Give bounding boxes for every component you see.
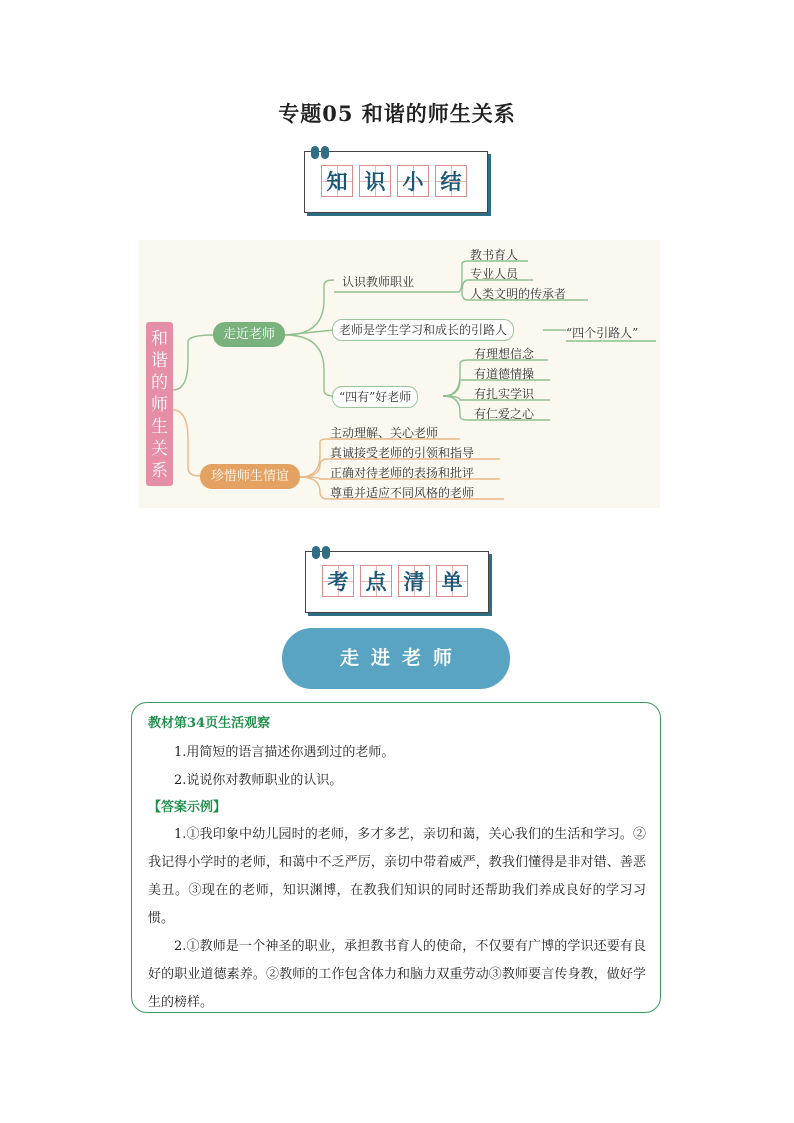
mind-map-root: 和谐的师生关系 — [146, 322, 173, 486]
summary-section-header — [304, 151, 488, 213]
section-pill: 走进老师 — [282, 628, 510, 689]
binder-clip-icon — [311, 144, 331, 163]
leaf-item: 有仁爱之心 — [474, 407, 535, 421]
key-points-section-header — [305, 551, 489, 613]
box-heading: 教材第34页生活观察 — [148, 716, 271, 731]
header-char: 考 — [322, 565, 354, 597]
answer-paragraph: 2.①教师是一个神圣的职业，承担教书育人的使命，不仅要有广博的学识还要有良好的职业道德素养。②教师的工作包含体力和脑力双重劳动③教师要言传身教，做好学生的榜样。 — [148, 939, 646, 1010]
question: 1.用简短的语言描述你遇到过的老师。 — [174, 745, 395, 760]
observation-box — [131, 702, 661, 1013]
header-char: 知 — [321, 165, 353, 197]
leaf-item: 专业人员 — [470, 267, 519, 281]
branch-cherish-friendship: 珍惜师生情谊 — [200, 464, 300, 489]
mind-map — [138, 240, 660, 508]
leaf-item: 教书育人 — [470, 248, 519, 262]
branch-near-teacher: 走近老师 — [213, 322, 285, 347]
answer-paragraph: 1.①我印象中幼儿园时的老师，多才多艺，亲切和蔼，关心我们的生活和学习。②我记得小学时的老师，和蔼中不乏严厉，亲切中带着威严，教我们懂得是非对错、善恶美丑。③现在的老师，知识渊博，在教我们知识的同时还帮助我们养成良好的学习习惯。 — [148, 827, 646, 926]
leaf-item: 正确对待老师的表扬和批评 — [330, 466, 475, 480]
answer-label: 【答案示例】 — [148, 800, 227, 815]
leaf-item: 真诚接受老师的引领和指导 — [330, 446, 475, 460]
sub-four-have-teacher: “四有”好老师 — [332, 386, 418, 408]
leaf-item: 主动理解、关心老师 — [330, 426, 439, 440]
binder-clip-icon — [312, 544, 332, 563]
leaf-item: 有理想信念 — [474, 347, 535, 361]
leaf-item: 有扎实学识 — [474, 387, 535, 401]
header-char: 单 — [436, 565, 468, 597]
header-char: 小 — [397, 165, 429, 197]
header-char: 结 — [435, 165, 467, 197]
question: 2.说说你对教师职业的认识。 — [174, 773, 343, 788]
leaf-four-guides: “四个引路人” — [566, 326, 639, 340]
header-char: 点 — [360, 565, 392, 597]
sub-know-teacher-profession: 认识教师职业 — [342, 275, 415, 289]
sub-teacher-guide: 老师是学生学习和成长的引路人 — [332, 319, 514, 341]
leaf-item: 尊重并适应不同风格的老师 — [330, 486, 475, 500]
header-char: 识 — [359, 165, 391, 197]
leaf-item: 人类文明的传承者 — [470, 287, 567, 301]
leaf-item: 有道德情操 — [474, 367, 535, 381]
page-title: 专题05 和谐的师生关系 — [278, 101, 516, 126]
header-char: 清 — [398, 565, 430, 597]
